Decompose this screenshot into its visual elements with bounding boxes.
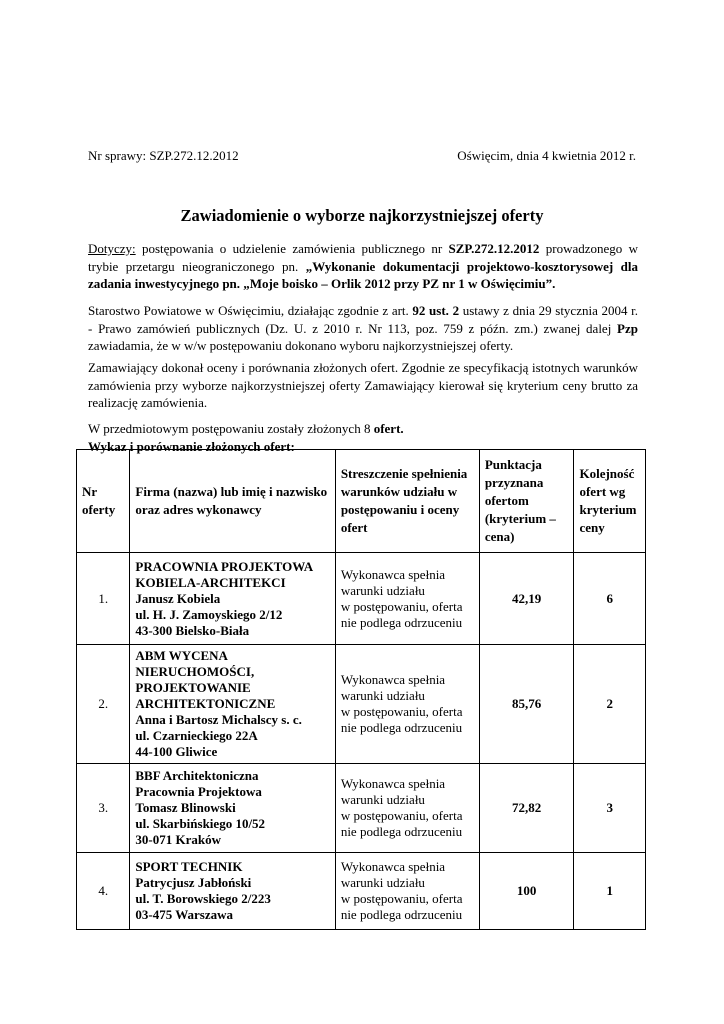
status-line: w postępowaniu, oferta — [340, 704, 463, 719]
firm-cell — [130, 764, 335, 853]
offers-list-heading: Wykaz i porównanie złożonych ofert: — [88, 438, 295, 454]
firm-line: BBF Architektoniczna — [135, 768, 259, 783]
status-line: warunki udziału — [340, 875, 425, 890]
score-cell: 42,19 — [479, 553, 574, 645]
firm-line: NIERUCHOMOŚCI, — [135, 664, 255, 679]
firm-line: ARCHITEKTONICZNE — [135, 696, 276, 711]
firm-line: Anna i Bartosz Michalscy s. c. — [135, 712, 302, 727]
table-row — [77, 853, 646, 930]
decision-text-a: Starostwo Powiatowe w Oświęcimiu, działając zgodnie z art. — [88, 303, 413, 318]
status-line: Wykonawca spełnia — [340, 859, 446, 874]
offer-number: 2. — [77, 645, 130, 764]
status-cell — [335, 645, 479, 764]
table-header-row — [77, 450, 646, 553]
subject-paragraph — [88, 240, 638, 293]
offers-word: ofert. — [373, 421, 404, 436]
firm-line: KOBIELA-ARCHITEKCI — [135, 574, 286, 590]
offer-number: 3. — [77, 764, 130, 853]
firm-line: Pracownia Projektowa — [135, 784, 262, 799]
subject-text-b: prowadzonego w trybie przetargu nieograniczonego pn. — [88, 241, 638, 274]
rank-cell: 3 — [574, 764, 646, 853]
header-offer-number: Nr oferty — [77, 450, 130, 553]
status-line: nie podlega odrzuceniu — [340, 614, 463, 630]
subject-text-a: postępowania o udzielenie zamówienia publicznego nr — [135, 241, 449, 256]
status-line: nie podlega odrzuceniu — [340, 824, 463, 839]
status-cell — [335, 553, 479, 645]
status-line: nie podlega odrzuceniu — [340, 907, 463, 922]
table-row — [77, 764, 646, 853]
status-line: warunki udziału — [340, 582, 425, 598]
status-cell — [335, 853, 479, 930]
offers-count-text: W przedmiotowym postępowaniu zostały złożonych 8 — [88, 421, 374, 436]
firm-line: ul. Skarbińskiego 10/52 — [135, 816, 266, 831]
status-line: Wykonawca spełnia — [340, 672, 446, 687]
offers-table — [76, 449, 646, 930]
firm-line: Janusz Kobiela — [135, 590, 221, 606]
firm-line: 30-071 Kraków — [135, 832, 221, 847]
case-number: Nr sprawy: SZP.272.12.2012 — [88, 148, 239, 163]
header-rank: Kolejność ofert wg kryterium ceny — [574, 450, 646, 553]
firm-line: ul. Czarnieckiego 22A — [135, 728, 258, 743]
firm-line: 03-475 Warszawa — [135, 907, 233, 922]
header-firm: Firma (nazwa) lub imię i nazwisko oraz adres wykonawcy — [130, 450, 335, 553]
firm-line: ABM WYCENA — [135, 648, 228, 663]
rank-cell: 2 — [574, 645, 646, 764]
firm-cell — [130, 553, 335, 645]
firm-line: PROJEKTOWANIE — [135, 680, 251, 695]
rank-cell: 1 — [574, 853, 646, 930]
article-reference: 92 ust. 2 — [412, 303, 460, 318]
status-line: warunki udziału — [340, 688, 425, 703]
header-summary: Streszczenie spełnienia warunków udziału w postępowaniu i oceny ofert — [335, 450, 479, 553]
firm-line: 43-300 Bielsko-Biała — [135, 622, 250, 638]
table-row — [77, 553, 646, 645]
status-line: Wykonawca spełnia — [340, 566, 446, 582]
score-cell: 85,76 — [479, 645, 574, 764]
offer-number: 1. — [77, 553, 130, 645]
document-title: Zawiadomienie o wyborze najkorzystniejszej oferty — [180, 206, 544, 225]
decision-text-b: ustawy z dnia 29 stycznia 2004 r. - Prawo zamówień publicznych (Dz. U. z 2010 r. Nr 113, poz. 759 z późn. zm.) zwanej dalej — [88, 303, 638, 336]
status-line: Wykonawca spełnia — [340, 776, 446, 791]
header-score: Punktacja przyznana ofertom (kryterium – cena) — [479, 450, 574, 553]
firm-line: ul. T. Borowskiego 2/223 — [135, 891, 271, 906]
firm-cell — [130, 645, 335, 764]
case-reference: SZP.272.12.2012 — [448, 241, 540, 256]
header-line — [88, 148, 636, 166]
status-cell — [335, 764, 479, 853]
table-row — [77, 645, 646, 764]
firm-line: Patrycjusz Jabłoński — [135, 875, 252, 890]
law-abbreviation: Pzp — [617, 320, 638, 336]
status-line: warunki udziału — [340, 792, 425, 807]
project-name: „Wykonanie dokumentacji projektowo-kosztorysowej dla zadania inwestycyjnego pn. „Moje boisko – Orlik 2012 przy PZ nr 1 w Oświęcimiu”. — [88, 258, 638, 291]
place-date: Oświęcim, dnia 4 kwietnia 2012 r. — [457, 148, 636, 163]
offer-number: 4. — [77, 853, 130, 930]
score-cell: 100 — [479, 853, 574, 930]
rank-cell: 6 — [574, 553, 646, 645]
score-cell: 72,82 — [479, 764, 574, 853]
status-line: nie podlega odrzuceniu — [340, 720, 463, 735]
firm-cell — [130, 853, 335, 930]
decision-text-c: zawiadamia, że w w/w postępowaniu dokonano wyboru najkorzystniejszej oferty. — [88, 338, 514, 353]
status-line: w postępowaniu, oferta — [340, 891, 463, 906]
status-line: w postępowaniu, oferta — [340, 808, 463, 823]
status-line: w postępowaniu, oferta — [340, 598, 463, 614]
firm-line: 44-100 Gliwice — [135, 744, 218, 759]
evaluation-paragraph: Zamawiający dokonał oceny i porównania złożonych ofert. Zgodnie ze specyfikacją istotnych warunków zamówienia przy wyborze najkorzystniejszej oferty Zamawiający kierował się kryterium ceny brutto za realizację zamówienia. — [88, 360, 638, 410]
decision-paragraph — [88, 302, 638, 355]
firm-line: SPORT TECHNIK — [135, 859, 243, 874]
firm-line: ul. H. J. Zamoyskiego 2/12 — [135, 606, 283, 622]
subject-label: Dotyczy: — [88, 241, 136, 256]
firm-line: Tomasz Blinowski — [135, 800, 236, 815]
firm-line: PRACOWNIA PROJEKTOWA — [135, 558, 314, 574]
